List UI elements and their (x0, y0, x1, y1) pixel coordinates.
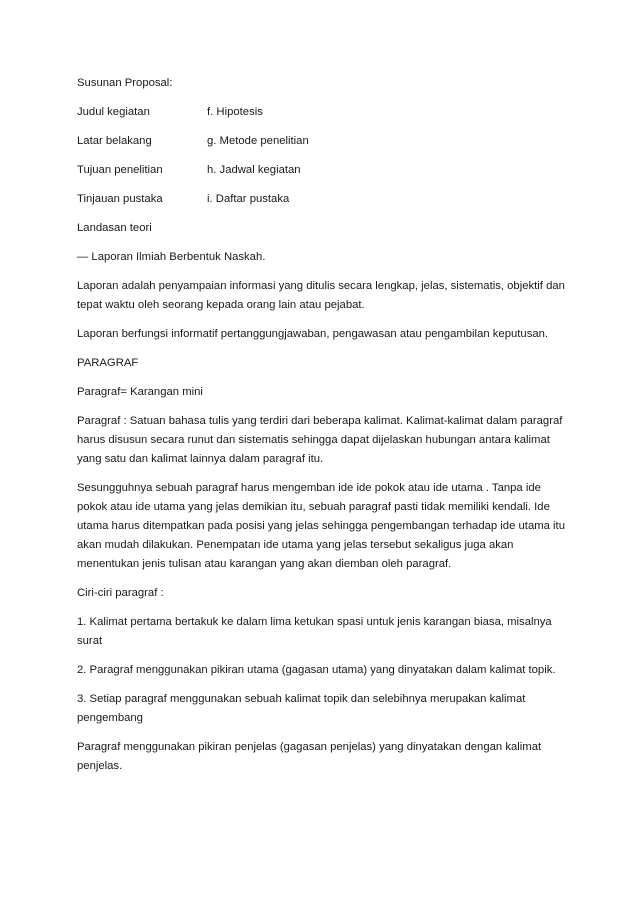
proposal-row (77, 190, 567, 209)
proposal-item-left: Tujuan penelitian (77, 164, 163, 176)
paragraf-definition: Paragraf : Satuan bahasa tulis yang terdiri dari beberapa kalimat. Kalimat-kalimat dalam paragraf harus disusun secara runut dan sistematis sehingga dapat dijelaskan hubungan antara kalimat yang satu dan kalimat lainnya dalam paragraf itu. (77, 415, 563, 465)
laporan-title: — Laporan Ilmiah Berbentuk Naskah. (77, 251, 266, 263)
ciri-item-3: 3. Setiap paragraf menggunakan sebuah kalimat topik dan selebihnya merupakan kalimat pengembang (77, 693, 526, 724)
proposal-row (77, 161, 567, 180)
proposal-row (77, 103, 567, 122)
proposal-item-right: f. Hipotesis (207, 106, 263, 118)
laporan-definition: Laporan adalah penyampaian informasi yang ditulis secara lengkap, jelas, sistematis, objektif dan tepat waktu oleh seorang kepada orang lain atau pejabat. (77, 280, 565, 311)
paragraf-main-idea: Sesungguhnya sebuah paragraf harus mengemban ide ide pokok atau ide utama . Tanpa ide pokok atau ide utama yang jelas demikian itu, sebuah paragraf pasti tidak memiliki kendali. Ide utama harus ditempatkan pada posisi yang jelas sehingga pengembangan terhadap ide utama itu akan mudah dilakukan. Penempatan ide utama yang jelas tersebut sekaligus juga akan menentukan jenis tulisan atau karangan yang akan diemban oleh paragraf. (77, 482, 565, 570)
proposal-item-left: Tinjauan pustaka (77, 193, 163, 205)
laporan-function: Laporan berfungsi informatif pertanggungjawaban, pengawasan atau pengambilan keputusan. (77, 328, 549, 340)
paragraf-heading: PARAGRAF (77, 357, 139, 369)
proposal-item-right: i. Daftar pustaka (207, 193, 290, 205)
ciri-item-2: 2. Paragraf menggunakan pikiran utama (gagasan utama) yang dinyatakan dalam kalimat topik. (77, 664, 556, 676)
proposal-item-right: g. Metode penelitian (207, 135, 309, 147)
proposal-item-left: Judul kegiatan (77, 106, 150, 118)
proposal-item-right: h. Jadwal kegiatan (207, 164, 301, 176)
proposal-item-left: Latar belakang (77, 135, 152, 147)
ciri-heading: Ciri-ciri paragraf : (77, 587, 164, 599)
document-body (77, 74, 567, 786)
landasan-teori: Landasan teori (77, 222, 152, 234)
ciri-item-1: 1. Kalimat pertama bertakuk ke dalam lima ketukan spasi untuk jenis karangan biasa, misalnya surat (77, 616, 552, 647)
ciri-item-4: Paragraf menggunakan pikiran penjelas (gagasan penjelas) yang dinyatakan dengan kalimat penjelas. (77, 741, 542, 772)
proposal-heading: Susunan Proposal: (77, 77, 173, 89)
proposal-row (77, 132, 567, 151)
paragraf-mini: Paragraf= Karangan mini (77, 386, 203, 398)
